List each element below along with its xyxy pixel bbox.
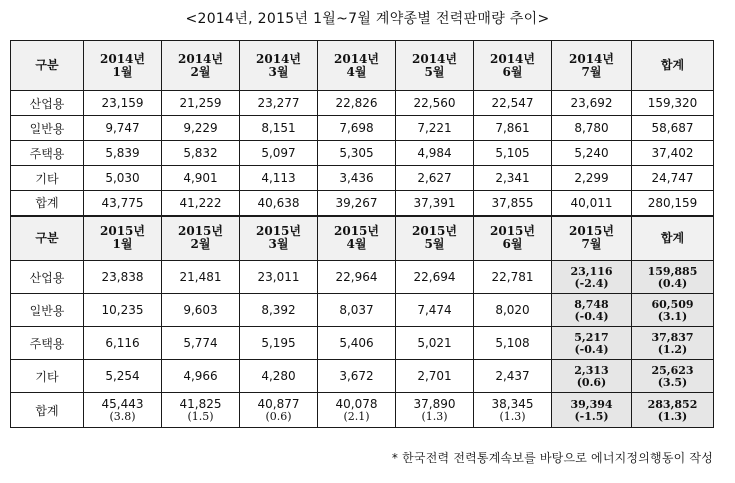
header-month bbox=[318, 41, 396, 91]
header-month bbox=[240, 41, 318, 91]
header-line: 구분 bbox=[35, 58, 59, 72]
table-row bbox=[11, 393, 714, 428]
table-row bbox=[11, 360, 714, 393]
change-rate: (3.1) bbox=[657, 309, 688, 323]
value-text: 38,345 bbox=[491, 396, 534, 411]
value-cell: 9,747 bbox=[84, 116, 162, 141]
header-month bbox=[552, 216, 632, 261]
row-total-cell: 37,402 bbox=[632, 141, 714, 166]
value-text: 5,217 bbox=[574, 330, 609, 344]
change-rate: (1.3) bbox=[657, 409, 688, 423]
value-text: 22,694 bbox=[413, 269, 456, 284]
header-line: 7월 bbox=[581, 64, 602, 79]
value-cell: 8,151 bbox=[240, 116, 318, 141]
value-cell bbox=[84, 294, 162, 327]
value-cell: 22,547 bbox=[474, 91, 552, 116]
header-line: 합계 bbox=[660, 230, 685, 245]
value-cell bbox=[240, 294, 318, 327]
table-row bbox=[11, 294, 714, 327]
value-cell bbox=[240, 261, 318, 294]
change-rate: (1.3) bbox=[421, 409, 448, 423]
value-cell: 8,780 bbox=[552, 116, 632, 141]
header-line: 2015년 bbox=[569, 224, 614, 239]
value-text: 21,481 bbox=[179, 269, 222, 284]
header-line: 2014년 bbox=[412, 51, 457, 66]
table-row bbox=[11, 261, 714, 294]
value-cell: 4,113 bbox=[240, 166, 318, 191]
value-text: 8,392 bbox=[261, 302, 296, 317]
table-2014-section bbox=[11, 41, 714, 216]
value-cell: 22,826 bbox=[318, 91, 396, 116]
value-text: 41,825 bbox=[179, 396, 222, 411]
change-rate: (1.3) bbox=[499, 409, 526, 423]
row-label: 주택용 bbox=[11, 141, 84, 166]
value-cell bbox=[162, 360, 240, 393]
header-line: 2014년 bbox=[100, 51, 145, 66]
change-rate: (-2.4) bbox=[574, 276, 609, 290]
value-cell: 5,240 bbox=[552, 141, 632, 166]
value-cell: 5,105 bbox=[474, 141, 552, 166]
change-rate: (1.5) bbox=[187, 409, 214, 423]
row-label: 일반용 bbox=[11, 116, 84, 141]
row-total-cell bbox=[632, 393, 714, 428]
value-text: 22,781 bbox=[491, 269, 534, 284]
header-month bbox=[474, 216, 552, 261]
change-rate: (0.6) bbox=[576, 375, 607, 389]
value-cell bbox=[162, 294, 240, 327]
value-cell bbox=[552, 294, 632, 327]
value-text: 8,020 bbox=[495, 302, 530, 317]
header-month bbox=[162, 216, 240, 261]
value-cell: 7,698 bbox=[318, 116, 396, 141]
value-cell: 23,692 bbox=[552, 91, 632, 116]
value-cell: 5,839 bbox=[84, 141, 162, 166]
row-label: 산업용 bbox=[11, 91, 84, 116]
change-rate: (-1.5) bbox=[574, 409, 609, 423]
header-category bbox=[11, 41, 84, 91]
value-cell: 21,259 bbox=[162, 91, 240, 116]
row-total-cell bbox=[632, 294, 714, 327]
row-label: 주택용 bbox=[11, 327, 84, 360]
value-cell: 40,638 bbox=[240, 191, 318, 216]
header-month bbox=[474, 41, 552, 91]
value-cell: 2,299 bbox=[552, 166, 632, 191]
value-cell bbox=[318, 360, 396, 393]
value-text: 2,701 bbox=[417, 368, 452, 383]
row-label: 합계 bbox=[11, 191, 84, 216]
sales-table bbox=[10, 40, 714, 428]
row-label: 기타 bbox=[11, 166, 84, 191]
header-line: 6월 bbox=[502, 237, 523, 252]
header-month bbox=[552, 41, 632, 91]
value-cell bbox=[396, 261, 474, 294]
value-text: 5,406 bbox=[339, 335, 374, 350]
header-total bbox=[632, 41, 714, 91]
header-month bbox=[396, 41, 474, 91]
header-line: 2014년 bbox=[256, 51, 301, 66]
header-line: 2014년 bbox=[569, 51, 614, 66]
header-total bbox=[632, 216, 714, 261]
value-cell bbox=[162, 327, 240, 360]
value-cell: 39,267 bbox=[318, 191, 396, 216]
value-text: 37,837 bbox=[651, 330, 694, 344]
value-text: 40,078 bbox=[335, 396, 378, 411]
value-cell: 5,097 bbox=[240, 141, 318, 166]
header-month bbox=[84, 216, 162, 261]
value-text: 3,672 bbox=[339, 368, 374, 383]
row-total-cell: 280,159 bbox=[632, 191, 714, 216]
change-rate: (-0.4) bbox=[574, 342, 609, 356]
row-label: 기타 bbox=[11, 360, 84, 393]
value-cell bbox=[474, 294, 552, 327]
value-cell bbox=[240, 327, 318, 360]
table-row bbox=[11, 141, 714, 166]
change-rate: (2.1) bbox=[343, 409, 370, 423]
value-cell: 7,861 bbox=[474, 116, 552, 141]
value-cell: 37,391 bbox=[396, 191, 474, 216]
value-cell bbox=[84, 393, 162, 428]
value-cell: 22,560 bbox=[396, 91, 474, 116]
header-line: 1월 bbox=[112, 237, 133, 252]
value-text: 23,116 bbox=[570, 264, 613, 278]
value-cell: 5,030 bbox=[84, 166, 162, 191]
value-cell bbox=[396, 393, 474, 428]
row-total-cell: 159,320 bbox=[632, 91, 714, 116]
header-line: 2014년 bbox=[334, 51, 379, 66]
value-cell bbox=[240, 360, 318, 393]
value-cell: 2,627 bbox=[396, 166, 474, 191]
value-text: 10,235 bbox=[101, 302, 144, 317]
value-cell bbox=[318, 327, 396, 360]
value-cell: 40,011 bbox=[552, 191, 632, 216]
value-text: 2,313 bbox=[574, 363, 609, 377]
row-label: 합계 bbox=[11, 393, 84, 428]
value-cell bbox=[474, 327, 552, 360]
header-category bbox=[11, 216, 84, 261]
value-cell: 4,984 bbox=[396, 141, 474, 166]
value-cell: 41,222 bbox=[162, 191, 240, 216]
value-text: 5,195 bbox=[261, 335, 296, 350]
value-cell bbox=[396, 294, 474, 327]
header-line: 5월 bbox=[424, 64, 445, 79]
change-rate: (0.4) bbox=[657, 276, 688, 290]
change-rate: (1.2) bbox=[657, 342, 688, 356]
header-month bbox=[318, 216, 396, 261]
value-text: 9,603 bbox=[183, 302, 218, 317]
row-total-cell: 58,687 bbox=[632, 116, 714, 141]
value-cell: 37,855 bbox=[474, 191, 552, 216]
value-cell: 5,305 bbox=[318, 141, 396, 166]
value-text: 39,394 bbox=[570, 397, 613, 411]
row-total-cell bbox=[632, 261, 714, 294]
header-line: 4월 bbox=[346, 64, 367, 79]
value-text: 25,623 bbox=[651, 363, 694, 377]
value-text: 159,885 bbox=[647, 264, 698, 278]
value-text: 4,280 bbox=[261, 368, 296, 383]
source-note: * 한국전력 전력통계속보를 바탕으로 에너지정의행동이 작성 bbox=[391, 451, 713, 465]
table-row bbox=[11, 166, 714, 191]
value-cell bbox=[84, 261, 162, 294]
value-cell bbox=[552, 393, 632, 428]
value-text: 37,890 bbox=[413, 396, 456, 411]
header-line: 2014년 bbox=[490, 51, 535, 66]
row-label: 산업용 bbox=[11, 261, 84, 294]
table-row bbox=[11, 91, 714, 116]
value-cell: 4,901 bbox=[162, 166, 240, 191]
page-title: <2014년, 2015년 1월~7월 계약종별 전력판매량 추이> bbox=[185, 11, 550, 27]
value-cell bbox=[318, 294, 396, 327]
value-cell bbox=[84, 360, 162, 393]
table-2015-section bbox=[11, 216, 714, 428]
value-text: 5,774 bbox=[183, 335, 218, 350]
value-cell: 2,341 bbox=[474, 166, 552, 191]
header-line: 합계 bbox=[660, 58, 685, 72]
header-line: 4월 bbox=[346, 237, 367, 252]
value-cell bbox=[162, 261, 240, 294]
value-cell bbox=[396, 327, 474, 360]
header-line: 2월 bbox=[190, 237, 211, 252]
value-cell bbox=[240, 393, 318, 428]
header-line: 2015년 bbox=[256, 224, 301, 239]
value-text: 7,474 bbox=[417, 302, 452, 317]
value-cell: 23,277 bbox=[240, 91, 318, 116]
value-text: 283,852 bbox=[647, 397, 698, 411]
header-month bbox=[162, 41, 240, 91]
header-line: 2015년 bbox=[334, 224, 379, 239]
change-rate: (3.8) bbox=[109, 409, 136, 423]
header-line: 6월 bbox=[502, 64, 523, 79]
row-total-cell: 24,747 bbox=[632, 166, 714, 191]
value-cell bbox=[84, 327, 162, 360]
value-cell: 9,229 bbox=[162, 116, 240, 141]
value-text: 5,108 bbox=[495, 335, 530, 350]
value-cell bbox=[552, 261, 632, 294]
header-row bbox=[11, 216, 714, 261]
value-cell: 7,221 bbox=[396, 116, 474, 141]
value-text: 45,443 bbox=[101, 396, 144, 411]
header-line: 3월 bbox=[268, 237, 289, 252]
value-cell bbox=[552, 360, 632, 393]
value-text: 22,964 bbox=[335, 269, 378, 284]
change-rate: (-0.4) bbox=[574, 309, 609, 323]
header-line: 구분 bbox=[35, 230, 59, 245]
change-rate: (3.5) bbox=[657, 375, 688, 389]
value-cell: 5,832 bbox=[162, 141, 240, 166]
value-text: 8,037 bbox=[339, 302, 374, 317]
value-cell: 23,159 bbox=[84, 91, 162, 116]
header-month bbox=[84, 41, 162, 91]
value-cell bbox=[552, 327, 632, 360]
value-cell: 3,436 bbox=[318, 166, 396, 191]
header-line: 2015년 bbox=[490, 224, 535, 239]
value-text: 23,011 bbox=[257, 269, 300, 284]
table-row bbox=[11, 116, 714, 141]
value-text: 4,966 bbox=[183, 368, 218, 383]
header-line: 2월 bbox=[190, 64, 211, 79]
value-cell bbox=[318, 393, 396, 428]
change-rate: (0.6) bbox=[265, 409, 292, 423]
header-line: 2015년 bbox=[178, 224, 223, 239]
value-text: 60,509 bbox=[651, 297, 694, 311]
header-line: 1월 bbox=[112, 64, 133, 79]
value-text: 6,116 bbox=[105, 335, 140, 350]
value-text: 5,021 bbox=[417, 335, 452, 350]
row-label: 일반용 bbox=[11, 294, 84, 327]
value-text: 23,838 bbox=[101, 269, 144, 284]
header-line: 5월 bbox=[424, 237, 445, 252]
value-cell bbox=[474, 360, 552, 393]
row-total-cell bbox=[632, 327, 714, 360]
value-cell: 43,775 bbox=[84, 191, 162, 216]
value-text: 40,877 bbox=[257, 396, 300, 411]
header-line: 2015년 bbox=[100, 224, 145, 239]
value-text: 5,254 bbox=[105, 368, 140, 383]
row-total-cell bbox=[632, 360, 714, 393]
value-cell bbox=[474, 261, 552, 294]
header-line: 2014년 bbox=[178, 51, 223, 66]
header-row bbox=[11, 41, 714, 91]
value-cell bbox=[318, 261, 396, 294]
value-text: 2,437 bbox=[495, 368, 530, 383]
header-line: 7월 bbox=[581, 237, 602, 252]
table-row bbox=[11, 327, 714, 360]
header-month bbox=[240, 216, 318, 261]
header-line: 2015년 bbox=[412, 224, 457, 239]
value-text: 8,748 bbox=[574, 297, 609, 311]
table-row bbox=[11, 191, 714, 216]
header-line: 3월 bbox=[268, 64, 289, 79]
value-cell bbox=[396, 360, 474, 393]
value-cell bbox=[474, 393, 552, 428]
header-month bbox=[396, 216, 474, 261]
value-cell bbox=[162, 393, 240, 428]
